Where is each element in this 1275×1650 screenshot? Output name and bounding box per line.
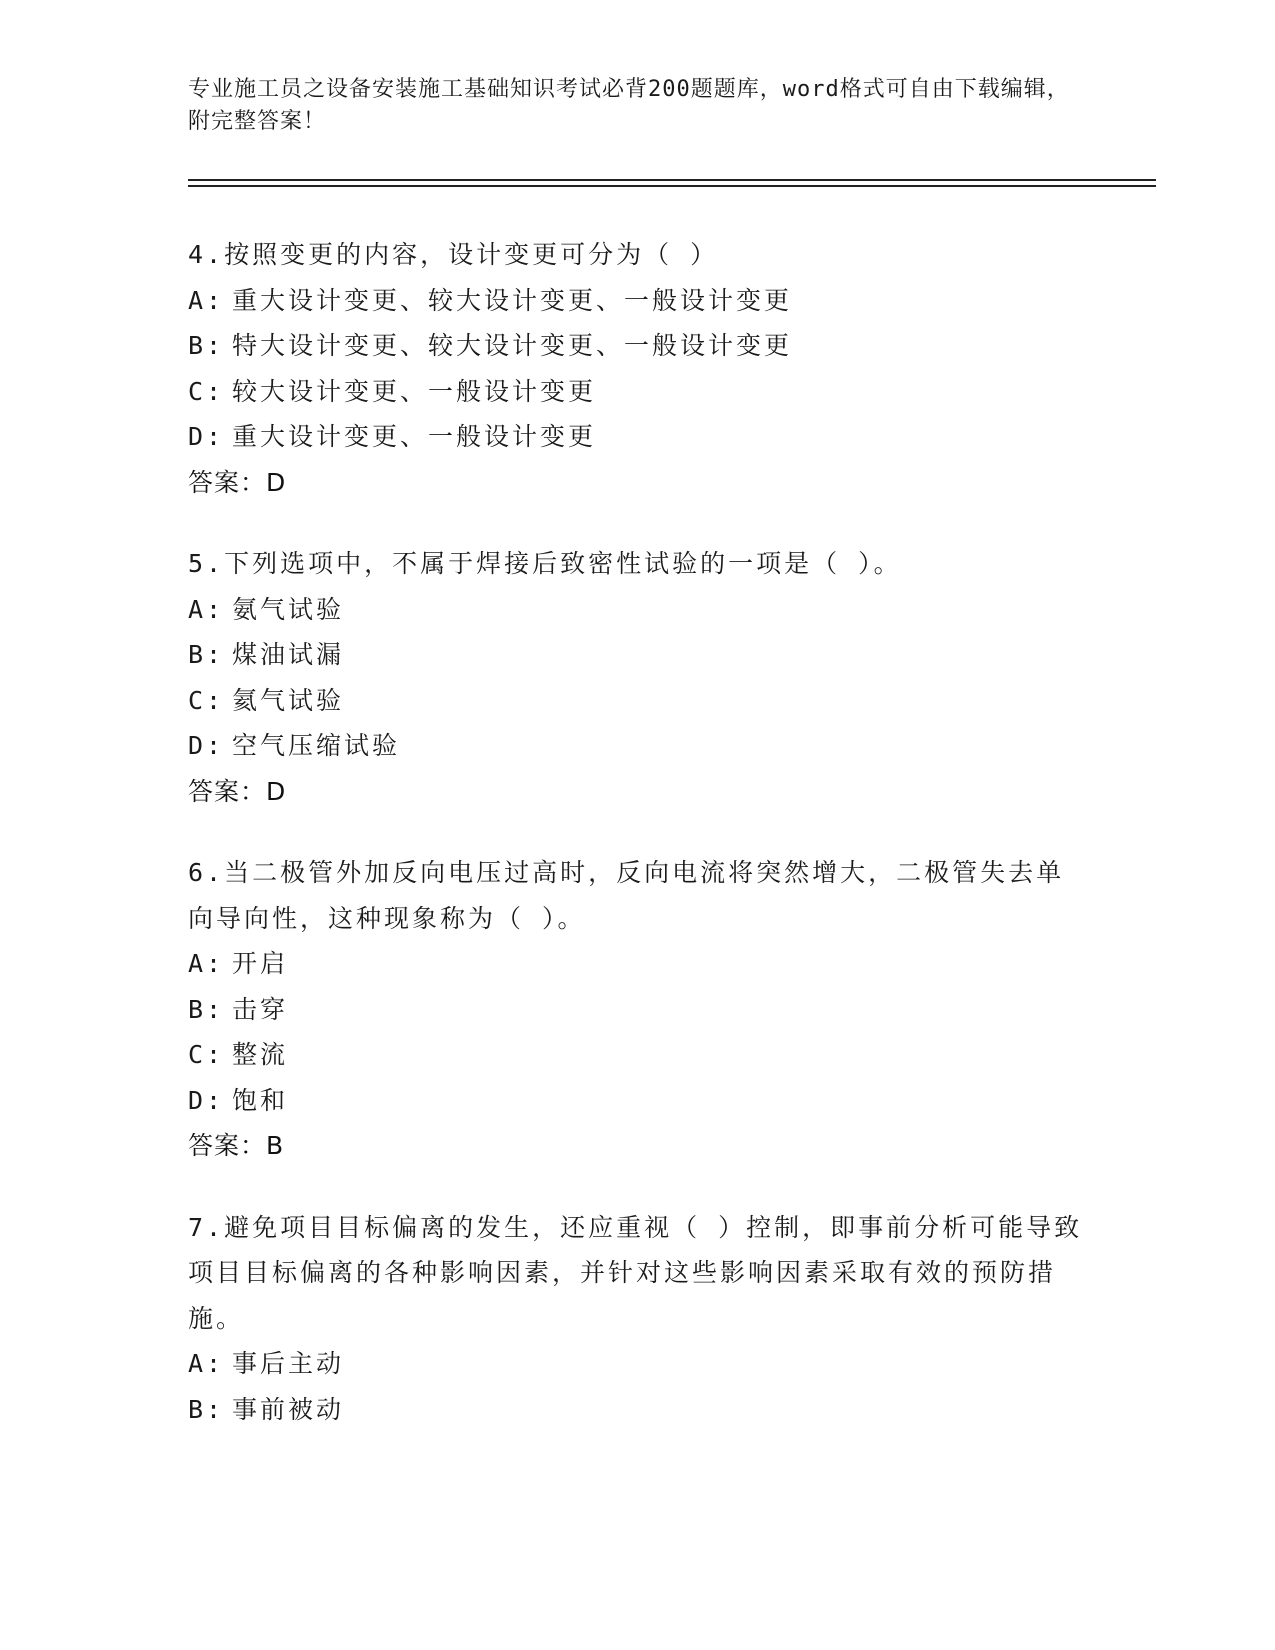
answer: 答案：B bbox=[188, 1131, 285, 1160]
option-c bbox=[188, 678, 1088, 724]
option-text: 煤油试漏 bbox=[232, 640, 345, 669]
option-key: A: bbox=[188, 949, 225, 978]
question-5 bbox=[188, 541, 1088, 814]
option-text: 重大设计变更、较大设计变更、一般设计变更 bbox=[232, 285, 793, 315]
option-text: 重大设计变更、一般设计变更 bbox=[232, 422, 597, 451]
option-text: 事后主动 bbox=[232, 1349, 345, 1378]
option-key: A: bbox=[188, 285, 225, 315]
option-a bbox=[188, 1341, 1088, 1387]
option-key: B: bbox=[188, 994, 225, 1024]
option-key: D: bbox=[188, 1085, 225, 1115]
option-b bbox=[188, 987, 1088, 1033]
option-a bbox=[188, 587, 1088, 633]
option-key: B: bbox=[188, 1394, 225, 1424]
option-a bbox=[188, 278, 1088, 324]
question-4 bbox=[188, 232, 1088, 505]
question-stem: 6.当二极管外加反向电压过高时，反向电流将突然增大，二极管失去单向导向性，这种现象称为（ ）。 bbox=[188, 858, 1065, 933]
option-text: 事前被动 bbox=[232, 1394, 345, 1424]
option-text: 较大设计变更、一般设计变更 bbox=[232, 376, 597, 406]
option-text: 特大设计变更、较大设计变更、一般设计变更 bbox=[232, 331, 793, 360]
option-key: A: bbox=[188, 594, 225, 624]
option-b bbox=[188, 632, 1088, 678]
option-text: 空气压缩试验 bbox=[232, 731, 401, 760]
question-stem: 7.避免项目目标偏离的发生，还应重视（ ）控制，即事前分析可能导致项目目标偏离的各种影响因素，并针对这些影响因素采取有效的预防措施。 bbox=[188, 1212, 1083, 1333]
option-text: 击穿 bbox=[232, 994, 289, 1024]
option-key: C: bbox=[188, 376, 225, 406]
option-key: B: bbox=[188, 331, 225, 360]
option-key: B: bbox=[188, 640, 225, 669]
option-key: C: bbox=[188, 685, 225, 715]
question-7 bbox=[188, 1205, 1088, 1433]
option-key: A: bbox=[188, 1349, 225, 1378]
option-a bbox=[188, 941, 1088, 987]
option-key: C: bbox=[188, 1040, 225, 1069]
option-d bbox=[188, 1078, 1088, 1124]
header-divider-bottom bbox=[188, 185, 1156, 187]
answer: 答案：D bbox=[188, 776, 287, 806]
option-text: 氨气试验 bbox=[232, 594, 345, 624]
option-b bbox=[188, 1387, 1088, 1433]
question-list bbox=[188, 232, 1088, 1468]
option-text: 氦气试验 bbox=[232, 685, 345, 715]
option-key: D: bbox=[188, 422, 225, 451]
document-header: 专业施工员之设备安装施工基础知识考试必背200题题库，word格式可自由下载编辑，附完整答案！ bbox=[188, 77, 1070, 134]
header-divider-top bbox=[188, 179, 1156, 181]
option-d bbox=[188, 723, 1088, 769]
option-text: 饱和 bbox=[232, 1085, 289, 1115]
question-6 bbox=[188, 850, 1088, 1169]
option-c bbox=[188, 369, 1088, 415]
option-key: D: bbox=[188, 731, 225, 760]
option-d bbox=[188, 414, 1088, 460]
question-stem: 4.按照变更的内容，设计变更可分为（ ） bbox=[188, 240, 719, 269]
option-text: 整流 bbox=[232, 1040, 289, 1069]
answer: 答案：D bbox=[188, 467, 287, 497]
option-c bbox=[188, 1032, 1088, 1078]
option-text: 开启 bbox=[232, 949, 289, 978]
question-stem: 5.下列选项中，不属于焊接后致密性试验的一项是（ ）。 bbox=[188, 549, 902, 578]
option-b bbox=[188, 323, 1088, 369]
